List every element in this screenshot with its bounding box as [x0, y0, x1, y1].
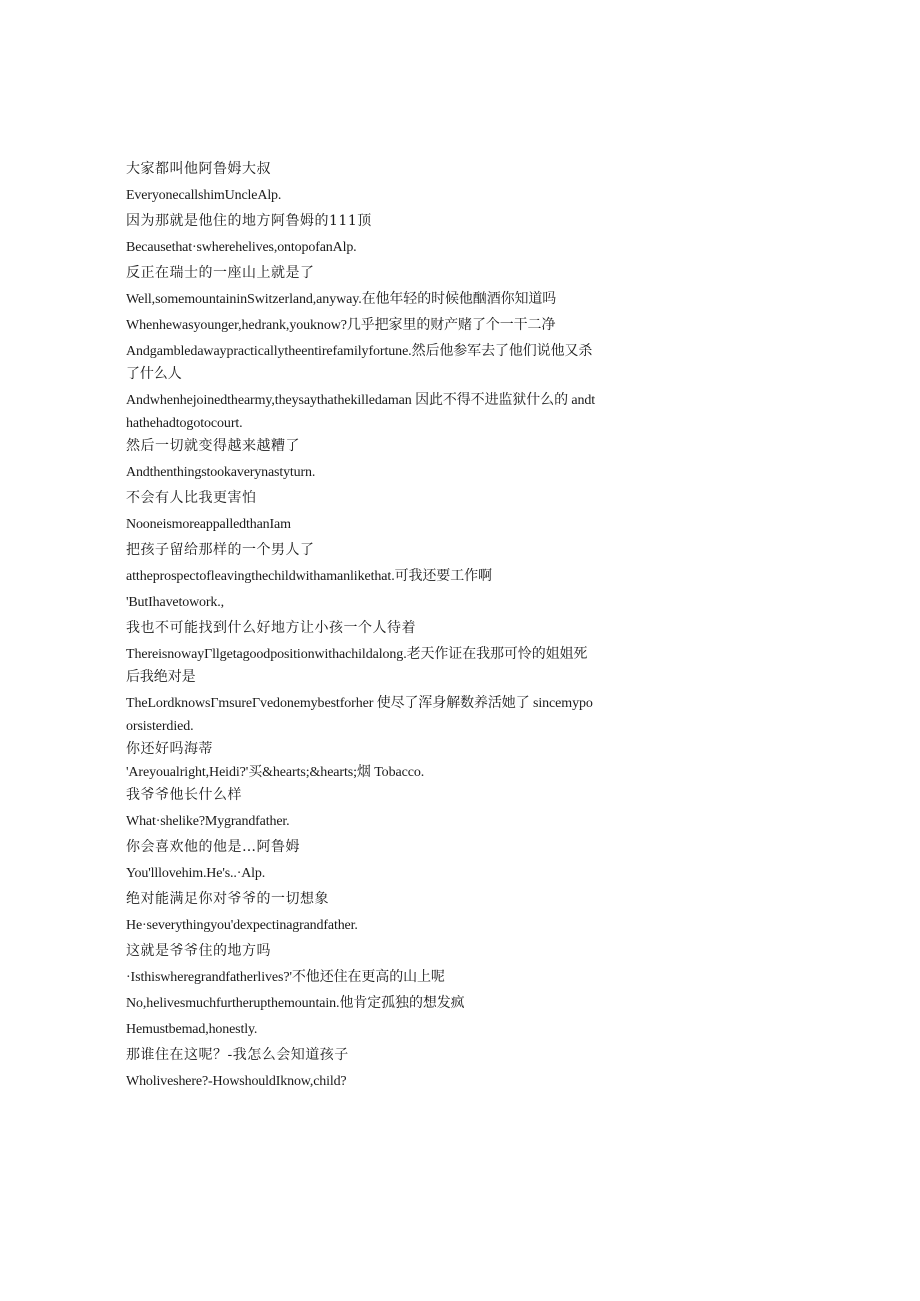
- text-line: 那谁住在这呢？-我怎么会知道孩子: [126, 1047, 349, 1063]
- text-line: 'ButIhavetowork.,: [126, 595, 224, 610]
- text-line: 因为那就是他住的地方阿鲁姆的111顶: [126, 213, 372, 229]
- text-line: TheLordknowsΓmsureΓvedonemybestforher 使尽了浑身解数养活她了 sincemypoorsisterdied.: [126, 696, 593, 734]
- text-line: Becausethat·swherehelives,ontopofanAlp.: [126, 240, 357, 255]
- text-line: Andgambledawaypracticallytheentirefamilyfortune.然后他参军去了他们说他又杀了什么人: [126, 344, 593, 382]
- text-line: 我也不可能找到什么好地方让小孩一个人待着: [126, 620, 416, 636]
- text-line: What·shelike?Mygrandfather.: [126, 814, 290, 829]
- text-line: Andwhenhejoinedthearmy,theysaythathekilledaman 因此不得不进监狱什么的 andthathehadtogotocourt.: [126, 393, 596, 431]
- text-line: ThereisnowayΓllgetagoodpositionwithachildalong.老天作证在我那可怜的姐姐死后我绝对是: [126, 647, 588, 685]
- text-line: 然后一切就变得越来越糟了: [126, 438, 300, 454]
- text-line: He·severythingyou'dexpectinagrandfather.: [126, 918, 358, 933]
- text-line: No,helivesmuchfurtherupthemountain.他肯定孤独的想发疯: [126, 996, 465, 1011]
- text-line: Hemustbemad,honestly.: [126, 1022, 258, 1037]
- text-line: 'Areyoualright,Heidi?'买&hearts;&hearts;烟 Tobacco.: [126, 765, 425, 780]
- text-line: 不会有人比我更害怕: [126, 490, 257, 506]
- subtitle-document: [126, 158, 596, 1093]
- text-line: Andthenthingstookaverynastyturn.: [126, 465, 316, 480]
- text-line: 反正在瑞士的一座山上就是了: [126, 265, 315, 281]
- text-line: Whenhewasyounger,hedrank,youknow?几乎把家里的财产赌了个一干二净: [126, 318, 556, 333]
- text-line: 你会喜欢他的他是…阿鲁姆: [126, 839, 300, 855]
- text-line: NooneismoreappalledthanIam: [126, 517, 291, 532]
- text-line: ·Isthiswheregrandfatherlives?'不他还住在更高的山上呢: [126, 970, 445, 985]
- text-line: 我爷爷他长什么样: [126, 787, 242, 803]
- text-line: Wholiveshere?-HowshouldIknow,child?: [126, 1074, 347, 1089]
- text-line: 你还好吗海蒂: [126, 741, 213, 757]
- text-line: 大家都叫他阿鲁姆大叔: [126, 161, 271, 177]
- text-line: EveryonecallshimUncleAlp.: [126, 188, 282, 203]
- text-line: 把孩子留给那样的一个男人了: [126, 542, 315, 558]
- text-line: attheprospectofleavingthechildwithamanlikethat.可我还要工作啊: [126, 569, 492, 584]
- text-line: 这就是爷爷住的地方吗: [126, 943, 271, 959]
- text-line: Well,somemountaininSwitzerland,anyway.在他年轻的时候他酗酒你知道吗: [126, 292, 557, 307]
- text-line: You'lllovehim.He's..·Alp.: [126, 866, 266, 881]
- text-line: 绝对能满足你对爷爷的一切想象: [126, 891, 329, 907]
